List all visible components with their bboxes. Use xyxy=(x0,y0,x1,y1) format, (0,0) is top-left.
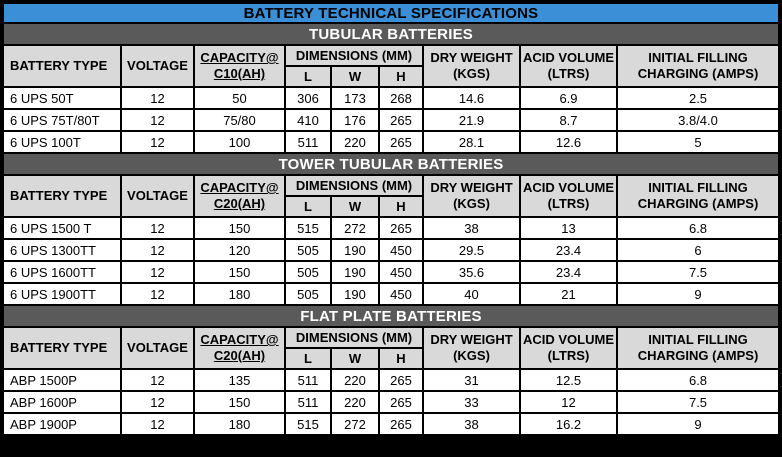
cell-dim-w: 190 xyxy=(331,239,379,261)
header-initial-filling-line2: CHARGING (AMPS) xyxy=(637,66,759,81)
cell-battery-type: 6 UPS 1900TT xyxy=(3,283,121,305)
cell-dry-weight: 31 xyxy=(423,369,520,391)
table-row xyxy=(3,239,779,261)
cell-capacity: 180 xyxy=(194,283,285,305)
header-capacity-line1: CAPACITY@ xyxy=(200,180,279,195)
cell-dim-h: 265 xyxy=(379,369,423,391)
cell-dry-weight: 38 xyxy=(423,217,520,239)
section-title: FLAT PLATE BATTERIES xyxy=(3,305,779,327)
table-row xyxy=(3,217,779,239)
header-dry-weight-line1: DRY WEIGHT xyxy=(430,180,513,195)
cell-acid-volume: 16.2 xyxy=(520,413,617,435)
cell-capacity: 150 xyxy=(194,261,285,283)
header-initial-filling-line1: INITIAL FILLING xyxy=(648,180,748,195)
header-dimensions: DIMENSIONS (MM) xyxy=(285,45,423,66)
cell-dim-h: 265 xyxy=(379,217,423,239)
header-row xyxy=(3,175,779,196)
cell-dim-h: 265 xyxy=(379,109,423,131)
section-title: TUBULAR BATTERIES xyxy=(3,23,779,45)
header-initial-filling xyxy=(617,175,779,217)
header-initial-filling-line1: INITIAL FILLING xyxy=(648,50,748,65)
header-dim-h: H xyxy=(379,66,423,87)
header-battery-type: BATTERY TYPE xyxy=(3,175,121,217)
cell-initial-filling: 2.5 xyxy=(617,87,779,109)
header-acid-volume-line1: ACID VOLUME xyxy=(523,180,614,195)
header-dry-weight-line2: (KGS) xyxy=(453,66,490,81)
header-row xyxy=(3,327,779,348)
cell-voltage: 12 xyxy=(121,261,194,283)
cell-dim-w: 220 xyxy=(331,369,379,391)
cell-capacity: 135 xyxy=(194,369,285,391)
cell-acid-volume: 12 xyxy=(520,391,617,413)
table-row xyxy=(3,131,779,153)
header-dim-l: L xyxy=(285,348,331,369)
table-row xyxy=(3,413,779,435)
cell-dim-h: 265 xyxy=(379,391,423,413)
cell-initial-filling: 7.5 xyxy=(617,261,779,283)
header-acid-volume xyxy=(520,45,617,87)
header-capacity xyxy=(194,327,285,369)
section-row xyxy=(3,305,779,327)
cell-acid-volume: 23.4 xyxy=(520,261,617,283)
cell-dim-l: 505 xyxy=(285,283,331,305)
table-row xyxy=(3,391,779,413)
cell-acid-volume: 23.4 xyxy=(520,239,617,261)
table-row xyxy=(3,109,779,131)
header-capacity xyxy=(194,45,285,87)
cell-voltage: 12 xyxy=(121,283,194,305)
cell-initial-filling: 6 xyxy=(617,239,779,261)
header-dry-weight xyxy=(423,327,520,369)
cell-dry-weight: 21.9 xyxy=(423,109,520,131)
cell-dim-w: 190 xyxy=(331,283,379,305)
header-acid-volume-line1: ACID VOLUME xyxy=(523,50,614,65)
header-dry-weight-line2: (KGS) xyxy=(453,348,490,363)
header-dry-weight-line1: DRY WEIGHT xyxy=(430,332,513,347)
header-voltage: VOLTAGE xyxy=(121,45,194,87)
header-voltage: VOLTAGE xyxy=(121,327,194,369)
header-voltage: VOLTAGE xyxy=(121,175,194,217)
cell-dry-weight: 29.5 xyxy=(423,239,520,261)
cell-capacity: 150 xyxy=(194,391,285,413)
cell-acid-volume: 12.6 xyxy=(520,131,617,153)
section-title: TOWER TUBULAR BATTERIES xyxy=(3,153,779,175)
cell-voltage: 12 xyxy=(121,239,194,261)
cell-dim-l: 515 xyxy=(285,217,331,239)
table-row xyxy=(3,369,779,391)
header-row xyxy=(3,45,779,66)
cell-dim-l: 306 xyxy=(285,87,331,109)
header-dry-weight xyxy=(423,175,520,217)
cell-dim-h: 450 xyxy=(379,261,423,283)
cell-dim-w: 220 xyxy=(331,391,379,413)
header-initial-filling xyxy=(617,45,779,87)
cell-dim-w: 272 xyxy=(331,217,379,239)
cell-dry-weight: 33 xyxy=(423,391,520,413)
section-row xyxy=(3,153,779,175)
header-acid-volume xyxy=(520,327,617,369)
cell-dim-l: 505 xyxy=(285,261,331,283)
table-row xyxy=(3,87,779,109)
cell-dim-h: 265 xyxy=(379,413,423,435)
cell-initial-filling: 6.8 xyxy=(617,217,779,239)
cell-acid-volume: 12.5 xyxy=(520,369,617,391)
spec-sheet xyxy=(3,3,779,454)
cell-initial-filling: 6.8 xyxy=(617,369,779,391)
cell-dim-l: 511 xyxy=(285,391,331,413)
cell-dim-h: 268 xyxy=(379,87,423,109)
header-capacity-line1: CAPACITY@ xyxy=(200,50,279,65)
header-capacity-line2: C10(AH) xyxy=(213,66,266,81)
cell-capacity: 150 xyxy=(194,217,285,239)
header-capacity-line2: C20(AH) xyxy=(213,348,266,363)
cell-battery-type: 6 UPS 50T xyxy=(3,87,121,109)
cell-acid-volume: 8.7 xyxy=(520,109,617,131)
cell-dry-weight: 35.6 xyxy=(423,261,520,283)
table-row xyxy=(3,283,779,305)
cell-capacity: 75/80 xyxy=(194,109,285,131)
header-acid-volume xyxy=(520,175,617,217)
header-dim-h: H xyxy=(379,196,423,217)
cell-initial-filling: 3.8/4.0 xyxy=(617,109,779,131)
header-dim-l: L xyxy=(285,196,331,217)
header-acid-volume-line1: ACID VOLUME xyxy=(523,332,614,347)
cell-initial-filling: 9 xyxy=(617,283,779,305)
title-row xyxy=(3,3,779,23)
cell-dim-h: 265 xyxy=(379,131,423,153)
header-capacity xyxy=(194,175,285,217)
cell-battery-type: ABP 1600P xyxy=(3,391,121,413)
cell-voltage: 12 xyxy=(121,413,194,435)
header-acid-volume-line2: (LTRS) xyxy=(547,348,590,363)
header-initial-filling-line2: CHARGING (AMPS) xyxy=(637,348,759,363)
header-initial-filling-line2: CHARGING (AMPS) xyxy=(637,196,759,211)
header-dry-weight-line1: DRY WEIGHT xyxy=(430,50,513,65)
header-dry-weight xyxy=(423,45,520,87)
header-capacity-line2: C20(AH) xyxy=(213,196,266,211)
header-dimensions: DIMENSIONS (MM) xyxy=(285,175,423,196)
cell-dry-weight: 40 xyxy=(423,283,520,305)
header-battery-type: BATTERY TYPE xyxy=(3,327,121,369)
header-initial-filling-line1: INITIAL FILLING xyxy=(648,332,748,347)
cell-initial-filling: 9 xyxy=(617,413,779,435)
cell-voltage: 12 xyxy=(121,369,194,391)
cell-dim-w: 220 xyxy=(331,131,379,153)
cell-battery-type: 6 UPS 100T xyxy=(3,131,121,153)
cell-battery-type: 6 UPS 1600TT xyxy=(3,261,121,283)
cell-dim-h: 450 xyxy=(379,283,423,305)
cell-capacity: 100 xyxy=(194,131,285,153)
header-dimensions: DIMENSIONS (MM) xyxy=(285,327,423,348)
spec-table-body xyxy=(3,3,779,435)
cell-dim-w: 272 xyxy=(331,413,379,435)
page-title: BATTERY TECHNICAL SPECIFICATIONS xyxy=(3,3,779,23)
cell-dim-l: 511 xyxy=(285,369,331,391)
cell-acid-volume: 21 xyxy=(520,283,617,305)
cell-battery-type: 6 UPS 75T/80T xyxy=(3,109,121,131)
cell-battery-type: 6 UPS 1500 T xyxy=(3,217,121,239)
header-dim-l: L xyxy=(285,66,331,87)
header-dim-h: H xyxy=(379,348,423,369)
cell-initial-filling: 7.5 xyxy=(617,391,779,413)
cell-voltage: 12 xyxy=(121,217,194,239)
spec-table xyxy=(3,3,779,435)
cell-dim-w: 173 xyxy=(331,87,379,109)
cell-capacity: 50 xyxy=(194,87,285,109)
cell-dim-h: 450 xyxy=(379,239,423,261)
header-dim-w: W xyxy=(331,348,379,369)
cell-voltage: 12 xyxy=(121,131,194,153)
cell-battery-type: ABP 1900P xyxy=(3,413,121,435)
cell-capacity: 120 xyxy=(194,239,285,261)
header-initial-filling xyxy=(617,327,779,369)
cell-battery-type: ABP 1500P xyxy=(3,369,121,391)
cell-dim-l: 505 xyxy=(285,239,331,261)
cell-acid-volume: 13 xyxy=(520,217,617,239)
header-dry-weight-line2: (KGS) xyxy=(453,196,490,211)
cell-dry-weight: 28.1 xyxy=(423,131,520,153)
header-battery-type: BATTERY TYPE xyxy=(3,45,121,87)
cell-voltage: 12 xyxy=(121,109,194,131)
section-row xyxy=(3,23,779,45)
header-capacity-line1: CAPACITY@ xyxy=(200,332,279,347)
cell-dry-weight: 38 xyxy=(423,413,520,435)
cell-dim-w: 176 xyxy=(331,109,379,131)
cell-voltage: 12 xyxy=(121,391,194,413)
header-acid-volume-line2: (LTRS) xyxy=(547,196,590,211)
header-dim-w: W xyxy=(331,196,379,217)
cell-capacity: 180 xyxy=(194,413,285,435)
header-acid-volume-line2: (LTRS) xyxy=(547,66,590,81)
cell-dim-w: 190 xyxy=(331,261,379,283)
cell-dim-l: 410 xyxy=(285,109,331,131)
cell-dry-weight: 14.6 xyxy=(423,87,520,109)
cell-dim-l: 515 xyxy=(285,413,331,435)
cell-voltage: 12 xyxy=(121,87,194,109)
cell-dim-l: 511 xyxy=(285,131,331,153)
cell-battery-type: 6 UPS 1300TT xyxy=(3,239,121,261)
cell-initial-filling: 5 xyxy=(617,131,779,153)
header-dim-w: W xyxy=(331,66,379,87)
table-row xyxy=(3,261,779,283)
cell-acid-volume: 6.9 xyxy=(520,87,617,109)
